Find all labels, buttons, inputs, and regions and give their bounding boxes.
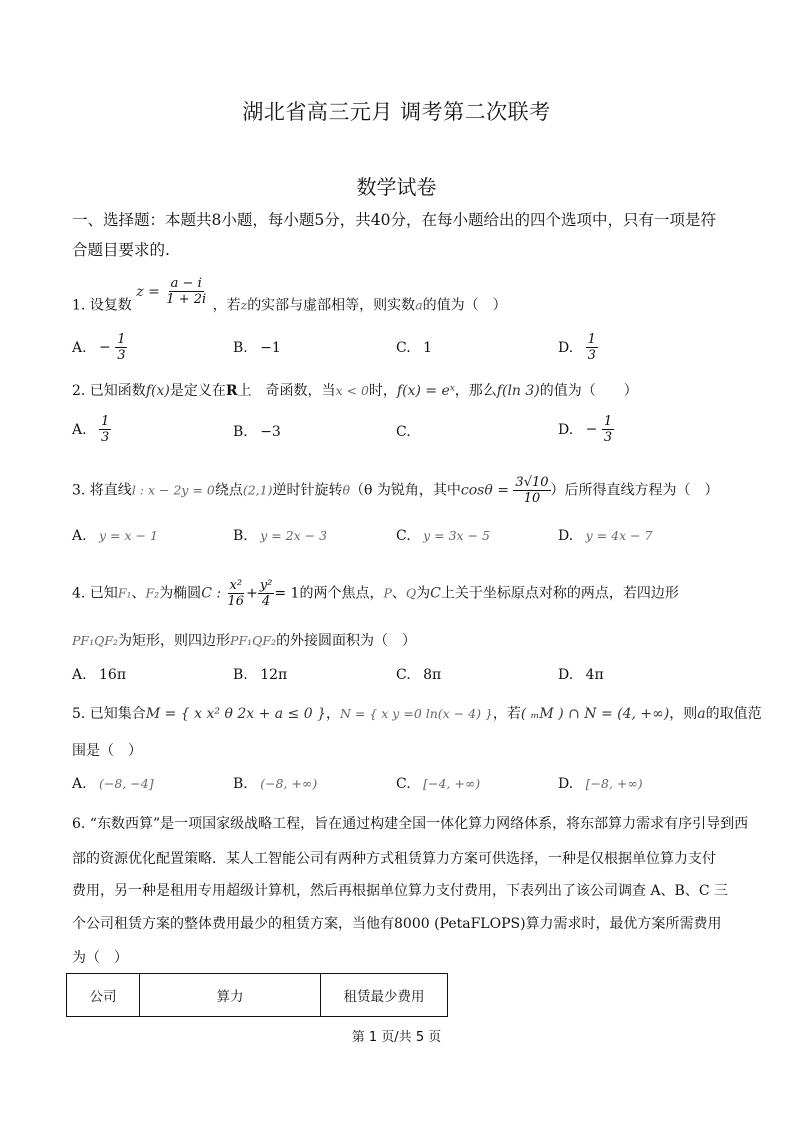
section-instructions: 一、选择题：本题共8小题，每小题5分，共40分，在每小题给出的四个选项中，只有一项是符合题目要求的. — [72, 211, 716, 259]
option-denominator: 3 — [117, 348, 126, 363]
q1-option-a[interactable] — [72, 332, 127, 363]
page-subtitle: 数学试卷 — [356, 175, 437, 199]
q4-plus: + — [246, 585, 258, 602]
question-4 — [72, 578, 679, 609]
q4-ellipse-c: C : — [201, 585, 222, 602]
q4-option-c[interactable] — [396, 667, 441, 683]
q4-prefix: 4. 已知 — [72, 585, 118, 602]
question-5-line2: 围是（ ） — [72, 743, 142, 759]
q5-option-d[interactable] — [558, 776, 643, 792]
q5-text: ，若 — [492, 706, 521, 722]
question-6-line2: 部的资源优化配置策略．某人工智能公司有两种方式租赁算力方案可供选择，一种是仅根据单位算力支付 — [72, 851, 716, 867]
q3-text: 绕点 — [214, 482, 243, 499]
option-label: A. — [72, 421, 87, 438]
option-text: 12π — [260, 667, 288, 683]
option-label: D. — [558, 528, 574, 544]
option-text: −3 — [260, 424, 281, 440]
option-numerator: 1 — [117, 332, 126, 347]
option-text: [−8, +∞) — [585, 776, 643, 791]
q3-cos: cosθ = — [460, 482, 509, 499]
q3-option-c[interactable] — [396, 528, 490, 544]
table-header-cost: 租赁最少费用 — [321, 974, 448, 1017]
q2-text: ，那么 — [454, 383, 497, 399]
q6-text: 算力需求时，最优方案所需费用 — [525, 916, 722, 932]
q3-prefix: 3. 将直线 — [72, 482, 132, 499]
table-header-company: 公司 — [67, 974, 140, 1017]
option-text: −1 — [260, 340, 281, 356]
q5-expression: ( ₘM ) ∩ N = (4, +∞) — [520, 706, 670, 722]
q1-a-var: a — [415, 297, 423, 313]
option-label: A. — [72, 528, 87, 544]
option-sign: − — [585, 421, 598, 438]
q5-option-c[interactable] — [396, 776, 480, 792]
q1-option-b[interactable] — [233, 340, 281, 356]
q1-mid: ，若 — [212, 297, 241, 314]
option-label: A. — [72, 776, 87, 792]
q4-c: C — [430, 585, 441, 602]
q4-option-d[interactable] — [558, 667, 604, 683]
option-label: C. — [396, 528, 411, 544]
q2-option-d[interactable] — [558, 414, 614, 445]
q2-text: 时， — [368, 383, 397, 399]
q1-option-c[interactable] — [396, 340, 432, 356]
q2-expression: f(x) = eˣ — [396, 383, 455, 399]
q3-text: 逆时针旋转 — [272, 482, 343, 499]
option-label: B. — [233, 340, 248, 356]
q4-sep: 、 — [131, 585, 146, 602]
option-text: [−4, +∞) — [423, 776, 481, 791]
option-text: 8π — [423, 667, 442, 683]
option-numerator: 1 — [101, 414, 110, 429]
question-6-line4 — [72, 913, 722, 933]
q4-f2: F₂ — [145, 585, 160, 601]
q5-text: 的取值范 — [705, 706, 762, 722]
q1-end: 的值为（ ） — [422, 297, 507, 314]
q4-option-b[interactable] — [233, 667, 287, 683]
q3-point: (2,1) — [242, 482, 273, 498]
q5-sep: ， — [326, 706, 340, 722]
question-3 — [72, 475, 719, 506]
q4-quad: PF₁QF₂ — [230, 633, 277, 648]
page-title: 湖北省高三元月 调考第二次联考 — [242, 100, 551, 124]
option-label: B. — [233, 528, 248, 544]
q3-cos-numerator: 3√10 — [515, 475, 549, 490]
q4-d4: 4 — [261, 594, 271, 609]
option-label: C. — [396, 776, 411, 792]
q1-mid2: 的实部与虚部相等，则实数 — [247, 297, 416, 314]
q1-z-var: z — [240, 297, 248, 313]
q1-z-fraction — [164, 276, 208, 307]
q2-fx: f(x) — [145, 383, 170, 399]
q4-text: 为 — [416, 585, 431, 602]
q1-option-d[interactable] — [558, 332, 598, 363]
q4-text: 的外接圆面积为（ ） — [276, 633, 417, 649]
q3-cos-denominator: 10 — [523, 491, 541, 506]
option-label: D. — [558, 339, 574, 356]
q4-f1: F₁ — [117, 585, 132, 601]
question-1 — [72, 276, 507, 321]
table-header-row — [67, 974, 448, 1017]
option-numerator: 1 — [603, 414, 613, 429]
q4-quad: PF₁QF₂ — [72, 633, 119, 648]
q3-theta: θ — [342, 482, 350, 498]
option-text: 16π — [99, 667, 127, 683]
option-label: B. — [233, 776, 248, 792]
option-text: y = 2x − 3 — [260, 528, 328, 543]
option-text: y = x − 1 — [99, 528, 158, 543]
option-denominator: 3 — [603, 430, 613, 445]
q4-option-a[interactable] — [72, 667, 126, 683]
q2-reals: R — [225, 383, 238, 399]
option-label: D. — [558, 421, 574, 438]
q1-z-numerator: a − i — [170, 276, 202, 291]
question-2 — [72, 380, 638, 400]
q4-text: 上关于坐标原点对称的两点，若四边形 — [440, 585, 679, 602]
q5-option-a[interactable] — [72, 776, 154, 792]
question-5 — [72, 703, 762, 723]
option-label: D. — [558, 667, 574, 683]
q2-option-a[interactable] — [72, 414, 111, 445]
q4-text: 为椭圆 — [159, 585, 202, 602]
q4-x2: x² — [229, 578, 243, 593]
option-numerator: 1 — [587, 332, 596, 347]
option-denominator: 3 — [101, 430, 110, 445]
q2-text: 上 奇函数，当 — [237, 383, 336, 399]
q5-prefix: 5. 已知集合 — [72, 706, 146, 722]
q3-option-d[interactable] — [558, 528, 653, 544]
q4-y-fraction — [258, 578, 275, 609]
q3-text: ）后所得直线方程为（ ） — [550, 482, 719, 499]
q4-sep: 、 — [391, 585, 406, 602]
q4-p: P — [383, 585, 392, 601]
q2-prefix: 2. 已知函数 — [72, 383, 146, 399]
option-label: A. — [72, 667, 87, 683]
q4-text: 的两个焦点， — [299, 585, 384, 602]
q3-text: （θ 为锐角，其中 — [350, 482, 461, 499]
q5-a: a — [697, 706, 706, 722]
question-6-line1: 6. “东数西算”是一项国家级战略工程，旨在通过构建全国一体化算力网络体系，将东部算力需求有序引导到西 — [72, 816, 749, 832]
q5-set-n: N = { x y =0 ln(x − 4) } — [340, 706, 493, 721]
option-text: (−8, +∞) — [260, 776, 318, 791]
q3-line-eq: l : x − 2y = 0 — [131, 482, 215, 498]
q1-z-denominator: 1 + 2i — [166, 292, 207, 307]
table-header-compute: 算力 — [140, 974, 321, 1017]
option-sign: − — [99, 339, 111, 356]
option-label: C. — [396, 340, 411, 356]
q1-prefix: 1. 设复数 — [72, 297, 132, 314]
option-denominator: 3 — [587, 348, 596, 363]
option-label: C. — [396, 667, 411, 683]
q2-option-c[interactable] — [396, 424, 419, 440]
q3-option-a[interactable] — [72, 528, 158, 544]
q4-text: 为矩形，则四边形 — [118, 633, 231, 649]
option-text: 1 — [423, 340, 433, 356]
q4-d16: 16 — [227, 594, 245, 609]
option-label: C. — [396, 424, 411, 440]
question-4-line2 — [72, 630, 416, 650]
option-text: (−8, −4] — [99, 776, 154, 791]
q2-option-b[interactable] — [233, 424, 281, 440]
option-label: B. — [233, 424, 248, 440]
q4-y2: y² — [259, 578, 273, 593]
q2-condition: x < 0 — [335, 383, 369, 398]
q5-option-b[interactable] — [233, 776, 317, 792]
option-label: A. — [72, 339, 87, 356]
q4-x-fraction — [226, 578, 247, 609]
q2-text: 是定义在 — [169, 383, 226, 399]
q6-table — [66, 973, 448, 1017]
option-label: D. — [558, 776, 574, 792]
q5-set-m: M = { x x² θ 2x + a ≤ 0 } — [145, 706, 326, 722]
option-text: y = 3x − 5 — [423, 528, 490, 543]
option-text: 4π — [585, 667, 604, 683]
q4-eq: = 1 — [274, 585, 300, 602]
q1-z-lhs: z = — [136, 283, 160, 300]
option-label: B. — [233, 667, 248, 683]
q2-text: 的值为（ ） — [539, 383, 638, 399]
q3-option-b[interactable] — [233, 528, 327, 544]
question-6-line5: 为（ ） — [72, 950, 128, 966]
q6-demand: 8000 (PetaFLOPS) — [394, 916, 526, 932]
q3-cos-fraction — [513, 475, 550, 506]
q2-value: f(ln 3) — [496, 383, 540, 399]
page-footer: 第 1 页/共 5 页 — [351, 1030, 442, 1045]
option-text: y = 4x − 7 — [585, 528, 653, 543]
q5-text: ，则 — [669, 706, 698, 722]
question-6-line3: 费用，另一种是租用专用超级计算机，然后再根据单位算力支付费用，下表列出了该公司调查 A、B、C 三 — [72, 883, 729, 899]
q4-q: Q — [405, 585, 417, 601]
q6-text: 个公司租赁方案的整体费用最少的租赁方案，当他有 — [72, 916, 394, 932]
